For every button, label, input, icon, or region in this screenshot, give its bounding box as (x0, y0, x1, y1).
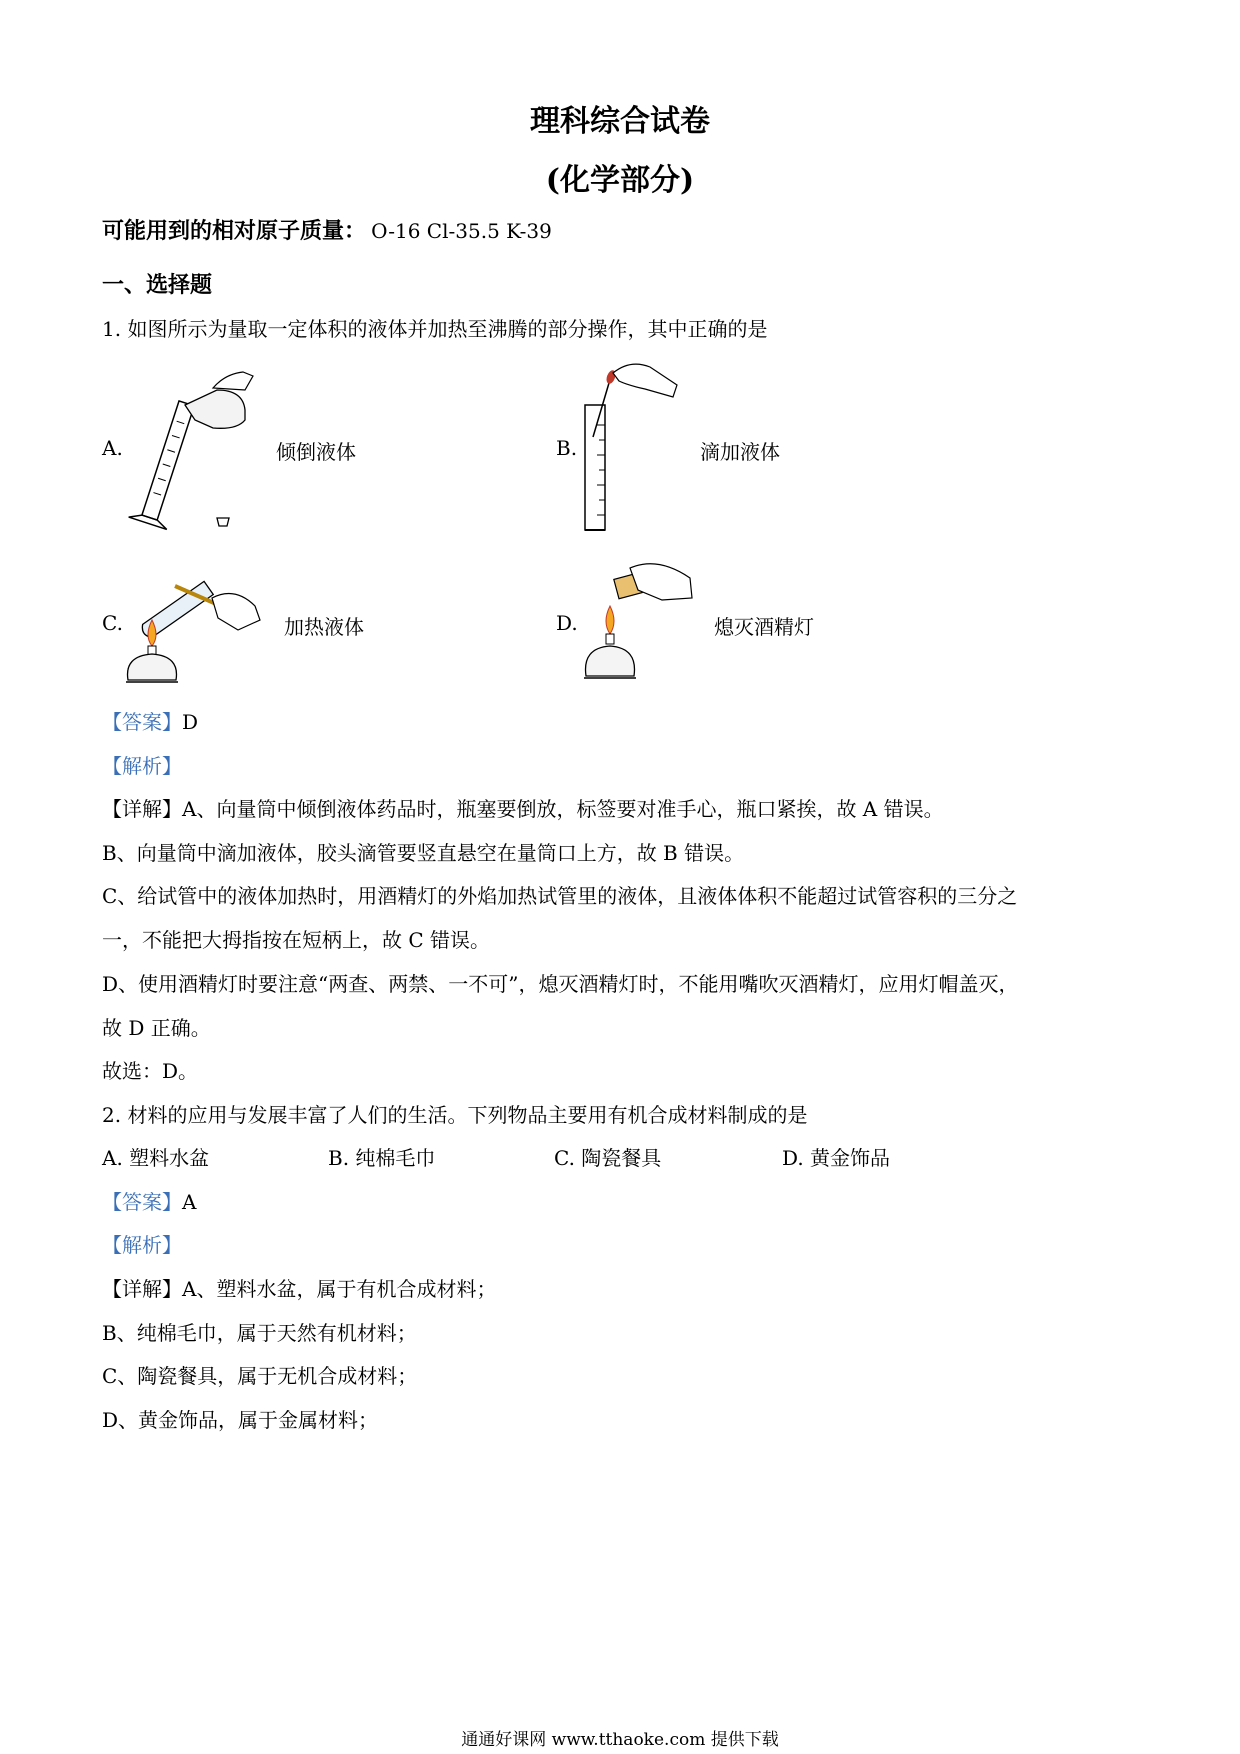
q2-option: A. 塑料水盆 (102, 1146, 210, 1170)
pouring-liquid-figure (125, 360, 265, 535)
q1-analysis-line: D、使用酒精灯时要注意“两查、两禁、一不可”，熄灭酒精灯时，不能用嘴吹灭酒精灯，应用灯帽盖灭， (102, 972, 1019, 996)
q2-option: C. 陶瓷餐具 (554, 1146, 662, 1170)
extinguishing-lamp-figure (578, 558, 698, 688)
q1-analysis-tag: 【解析】 (102, 754, 182, 778)
q1-option-c-caption: 加热液体 (284, 615, 364, 639)
q1-stem: 1. 如图所示为量取一定体积的液体并加热至沸腾的部分操作，其中正确的是 (102, 317, 768, 341)
q2-answer (102, 1186, 196, 1215)
q2-analysis-line: 【详解】A、塑料水盆，属于有机合成材料； (102, 1277, 497, 1301)
q1-analysis-line: 一，不能把大拇指按在短柄上，故 C 错误。 (102, 928, 491, 952)
footer-text: 通通好课网 www.tthaoke.com 提供下载 (461, 1730, 779, 1750)
atomic-mass-values: O-16 Cl-35.5 K-39 (371, 219, 552, 243)
q1-option-b-caption: 滴加液体 (700, 440, 780, 464)
q1-answer-value: D (182, 710, 199, 734)
q2-analysis-tag: 【解析】 (102, 1233, 182, 1257)
q1-analysis-line: 故选：D。 (102, 1059, 199, 1083)
q1-analysis-line: B、向量筒中滴加液体，胶头滴管要竖直悬空在量筒口上方，故 B 错误。 (102, 841, 745, 865)
page-title: 理科综合试卷 (530, 104, 710, 139)
q1-option-d-letter: D. (556, 611, 578, 635)
q2-analysis-line: D、黄金饰品，属于金属材料； (102, 1408, 379, 1432)
q2-analysis-line: B、纯棉毛巾，属于天然有机材料； (102, 1321, 417, 1345)
q1-option-a-letter: A. (102, 436, 123, 460)
page-subtitle: (化学部分) (545, 163, 695, 198)
q1-answer-tag: 【答案】 (102, 710, 182, 734)
q1-option-c-letter: C. (102, 611, 123, 635)
q1-answer (102, 706, 198, 735)
q1-option-b-letter: B. (556, 436, 578, 460)
q1-analysis-line: C、给试管中的液体加热时，用酒精灯的外焰加热试管里的液体，且液体体积不能超过试管容积的三分之 (102, 884, 1018, 908)
q2-option: B. 纯棉毛巾 (328, 1146, 436, 1170)
heating-liquid-figure (120, 548, 270, 694)
q1-option-d-caption: 熄灭酒精灯 (714, 615, 814, 639)
q1-option-a-caption: 倾倒液体 (276, 440, 356, 464)
q2-answer-value: A (182, 1190, 197, 1214)
q2-option: D. 黄金饰品 (782, 1146, 891, 1170)
atomic-mass-line (102, 214, 552, 245)
q1-analysis-line: 故 D 正确。 (102, 1016, 211, 1040)
dripping-liquid-figure (575, 355, 685, 540)
q1-analysis-line: 【详解】A、向量筒中倾倒液体药品时，瓶塞要倒放，标签要对准手心，瓶口紧挨，故 A 错误。 (102, 797, 944, 821)
section-heading: 一、选择题 (102, 272, 213, 298)
q2-answer-tag: 【答案】 (102, 1190, 182, 1214)
q2-analysis-line: C、陶瓷餐具，属于无机合成材料； (102, 1364, 418, 1388)
atomic-mass-label: 可能用到的相对原子质量： (102, 218, 367, 244)
q2-stem: 2. 材料的应用与发展丰富了人们的生活。下列物品主要用有机合成材料制成的是 (102, 1103, 808, 1127)
